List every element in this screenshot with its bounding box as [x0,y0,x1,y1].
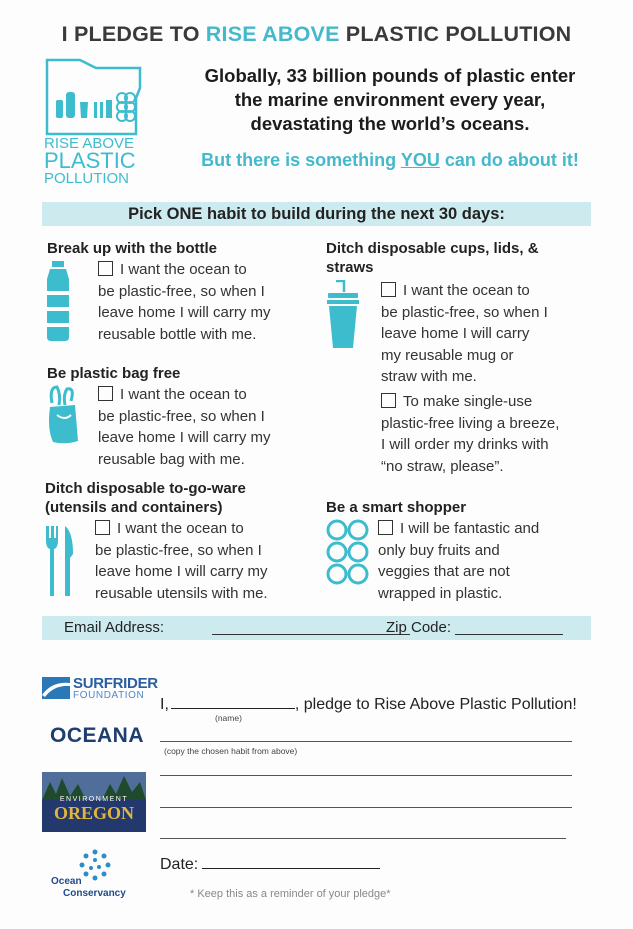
date-label: Date: [160,856,199,873]
wave-icon [42,677,70,699]
oceana-logo: OCEANA [50,724,145,747]
habit-bottle-text: I want the ocean to be plastic-free, so when I leave home I will carry my reusable bottle with me. [98,261,271,343]
shopping-bag-icon [45,385,79,445]
email-field[interactable] [212,634,410,635]
habit-shopper-title: Be a smart shopper [326,499,467,516]
bottle-icon [45,261,71,341]
habit-line-3[interactable] [160,807,572,808]
habit-line-1[interactable] [160,741,572,742]
copy-habit-hint: (copy the chosen habit from above) [164,746,298,756]
title-part-1: I PLEDGE TO [61,22,206,46]
date-row [160,854,380,874]
cup-with-straw-icon [326,280,360,350]
zip-field[interactable] [455,634,563,635]
title-part-3: PLASTIC POLLUTION [339,22,572,46]
shopper-checkbox[interactable] [378,520,393,535]
six-pack-rings-icon [326,519,370,585]
habit-cups-text: I want the ocean to be plastic-free, so when I leave home I will carry my reusable mug or straw with me. [381,282,548,385]
habit-bag-title: Be plastic bag free [47,365,181,382]
habit-cups-title: Ditch disposable cups, lids, & straws [326,240,539,276]
bottle-checkbox[interactable] [98,261,113,276]
utensils-icon [45,524,75,598]
utensils-checkbox[interactable] [95,520,110,535]
habit-straw-text: To make single-use plastic-free living a breeze, I will order my drinks with “no straw, please”. [381,393,560,475]
bag-checkbox[interactable] [98,386,113,401]
keep-reminder-note: * Keep this as a reminder of your pledge* [190,888,391,900]
habit-utensils-text: I want the ocean to be plastic-free, so when I leave home I will carry my reusable utensils with me. [95,520,268,602]
cups-checkbox[interactable] [381,282,396,297]
title-highlight: RISE ABOVE [205,22,340,46]
habit-shopper-text: I will be fantastic and only buy fruits and veggies that are not wrapped in plastic. [378,520,540,602]
name-field[interactable] [171,694,295,709]
page-title [0,22,633,47]
call-to-action: But there is something YOU can do about it! [201,150,579,170]
date-field[interactable] [202,854,380,869]
environment-oregon-logo: ENVIRONMENT OREGON [42,772,146,832]
email-label: Email Address: [64,619,165,636]
habit-bottle-title: Break up with the bottle [47,240,218,257]
straw-checkbox[interactable] [381,393,396,408]
contact-band [42,616,591,640]
habit-line-2[interactable] [160,775,572,776]
name-hint: (name) [215,713,242,723]
zip-label: Zip Code: [386,619,452,636]
habit-utensils-title: Ditch disposable to-go-ware (utensils and containers) [45,480,246,516]
pledge-statement: I, , pledge to Rise Above Plastic Pollution! [160,696,577,713]
statistic-text: Globally, 33 billion pounds of plastic enter the marine environment every year, devastating the world’s oceans. [204,65,576,134]
habit-line-4[interactable] [160,838,566,839]
ocean-swirl-icon [78,848,112,882]
pick-habit-banner: Pick ONE habit to build during the next 30 days: [42,202,591,226]
habit-bag-text: I want the ocean to be plastic-free, so when I leave home I will carry my reusable bag with me. [98,386,271,468]
rise-above-logo-text: RISE ABOVE PLASTIC POLLUTION [44,135,136,187]
